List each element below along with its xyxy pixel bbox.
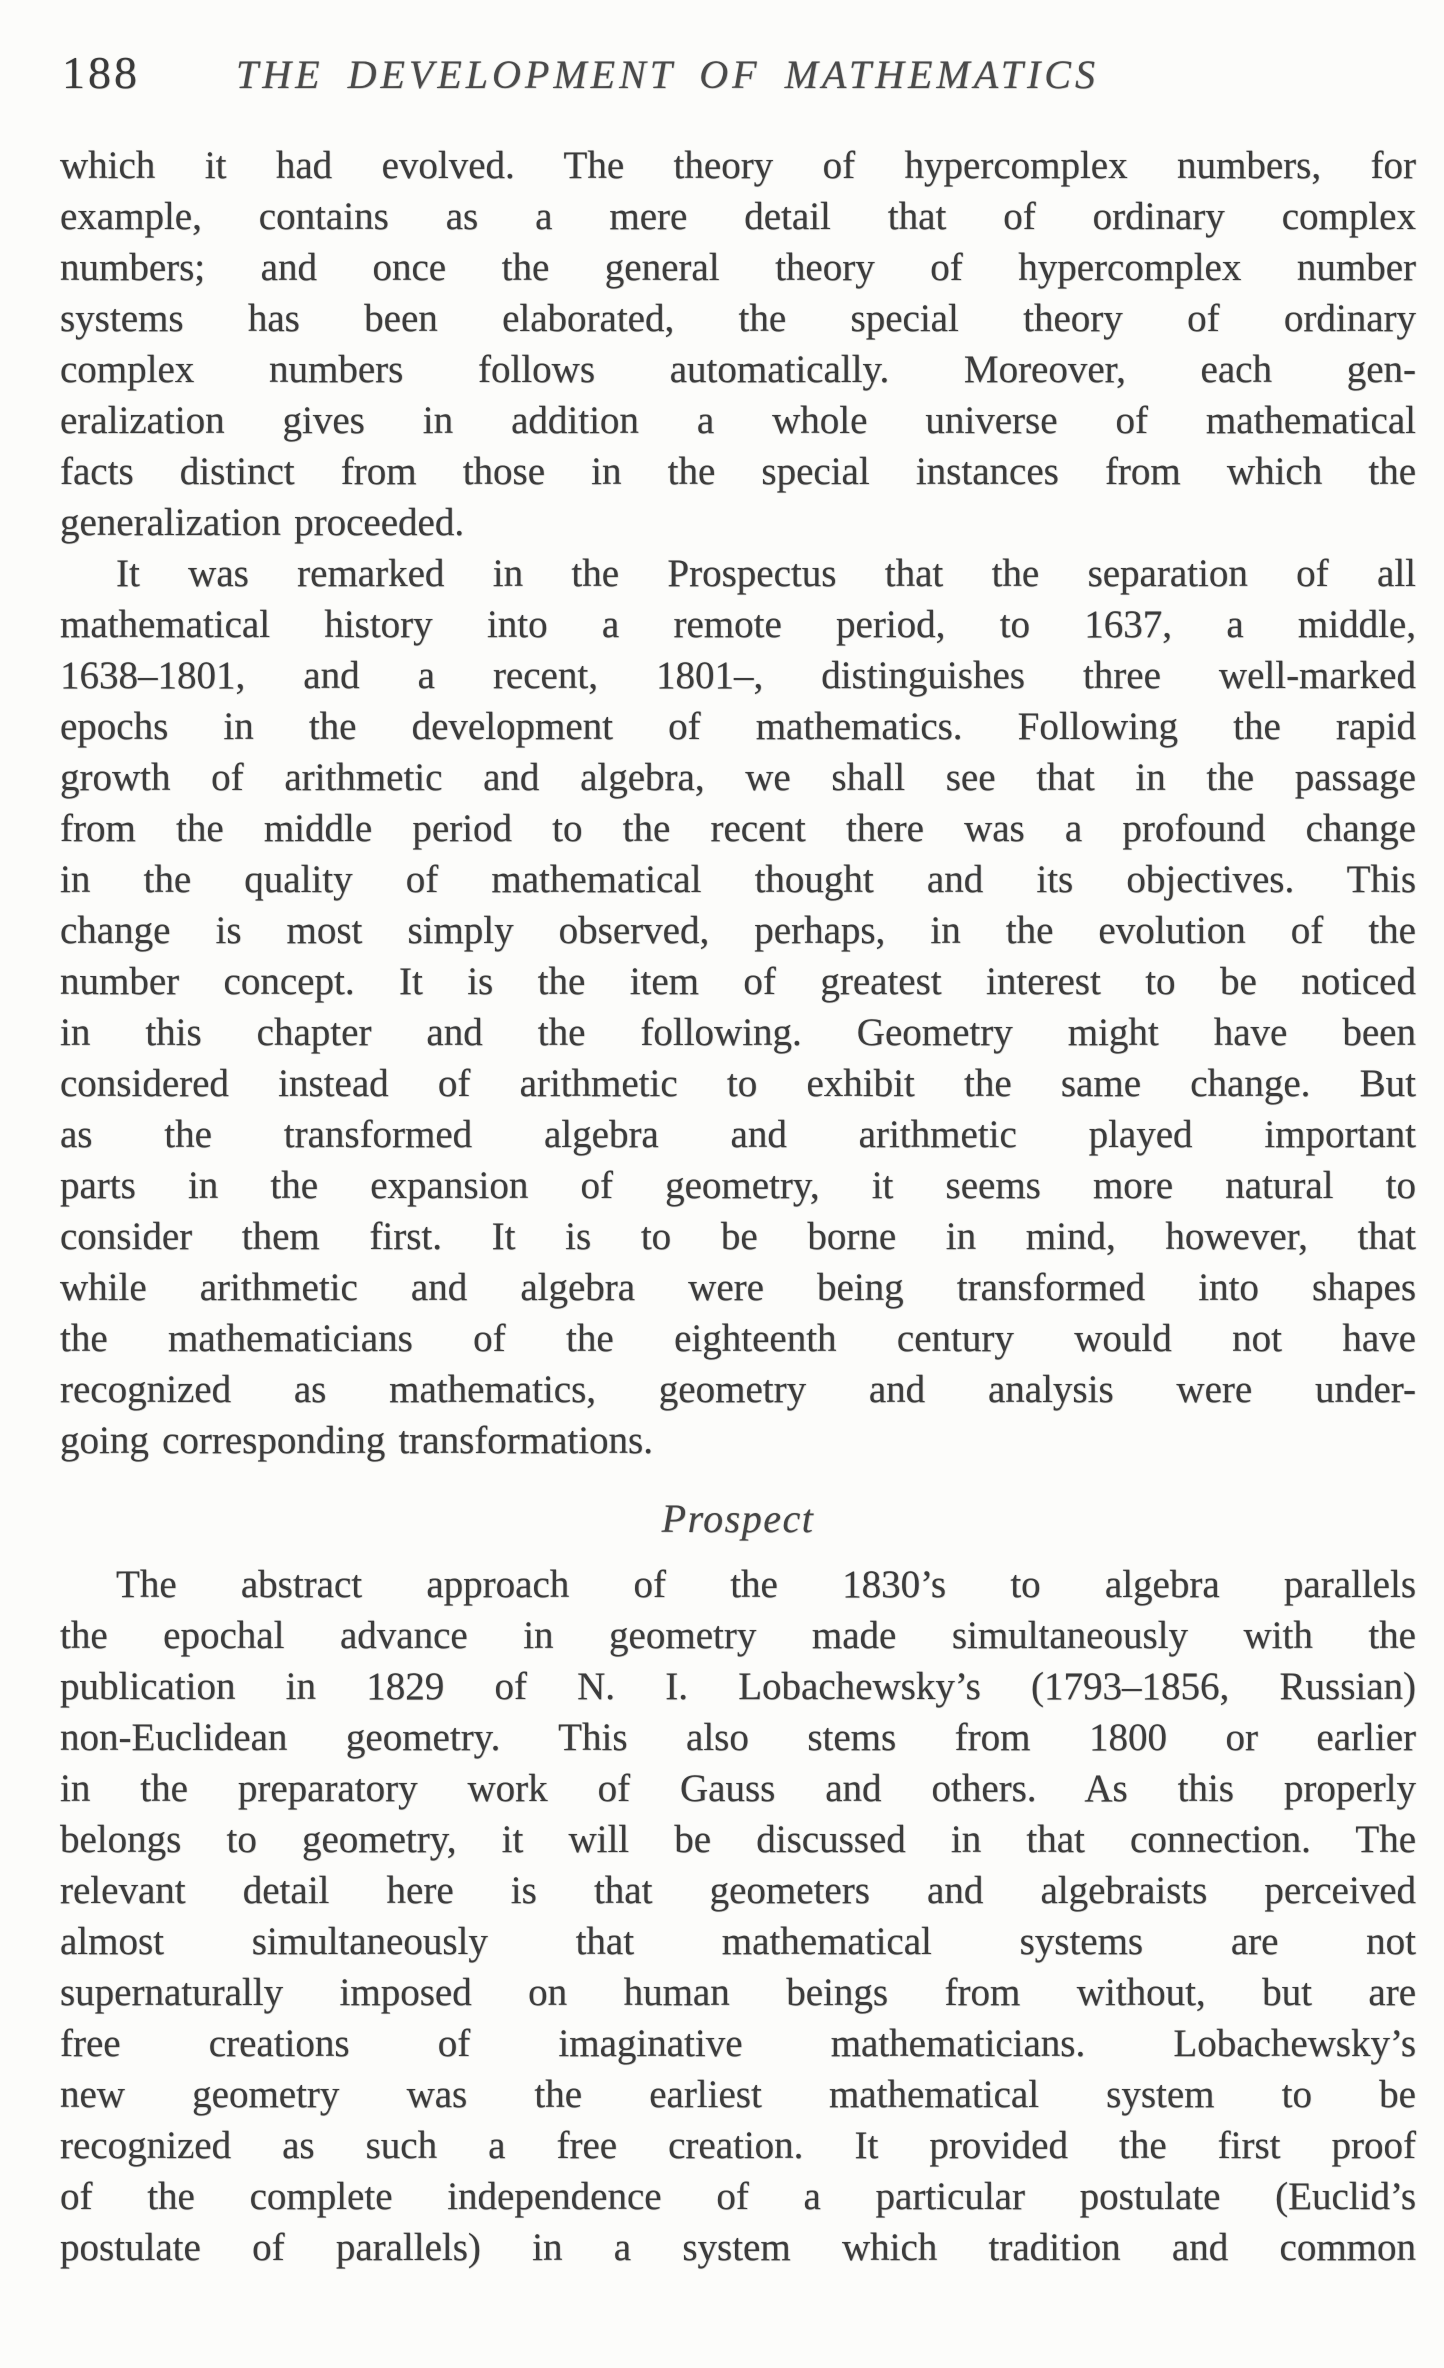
text-line: from the middle period to the recent there was a profound change <box>60 807 1416 850</box>
text-line: parts in the expansion of geometry, it seems more natural to <box>60 1164 1416 1207</box>
text-line: It was remarked in the Prospectus that the separation of all <box>116 552 1416 595</box>
text-line: facts distinct from those in the special instances from which the <box>60 450 1416 493</box>
text-line: while arithmetic and algebra were being transformed into shapes <box>60 1266 1416 1309</box>
text-line: almost simultaneously that mathematical systems are not <box>60 1920 1416 1963</box>
text-line: free creations of imaginative mathematicians. Lobachewsky’s <box>60 2022 1416 2065</box>
text-line: The abstract approach of the 1830’s to algebra parallels <box>116 1563 1416 1606</box>
text-line: numbers; and once the general theory of hypercomplex number <box>60 246 1416 289</box>
text-line: systems has been elaborated, the special theory of ordinary <box>60 297 1416 340</box>
paragraph <box>60 1559 1416 2273</box>
text-line: considered instead of arithmetic to exhibit the same change. But <box>60 1062 1416 1105</box>
text-line: of the complete independence of a particular postulate (Euclid’s <box>60 2175 1416 2218</box>
text-line: generalization proceeded. <box>60 501 465 544</box>
text-line: epochs in the development of mathematics. Following the rapid <box>60 705 1416 748</box>
text-line: which it had evolved. The theory of hypercomplex numbers, for <box>60 144 1416 187</box>
text-line: relevant detail here is that geometers and algebraists perceived <box>60 1869 1416 1912</box>
text-blocks <box>60 140 1416 2273</box>
section-heading: Prospect <box>661 1496 815 1541</box>
text-line: eralization gives in addition a whole universe of mathematical <box>60 399 1416 442</box>
text-line: in the quality of mathematical thought and its objectives. This <box>60 858 1416 901</box>
running-title: THE DEVELOPMENT OF MATHEMATICS <box>236 52 1099 97</box>
text-line: recognized as mathematics, geometry and analysis were under- <box>60 1368 1416 1411</box>
text-line: non-Euclidean geometry. This also stems from 1800 or earlier <box>60 1716 1416 1759</box>
text-line: going corresponding transformations. <box>60 1419 653 1462</box>
text-line: in the preparatory work of Gauss and others. As this properly <box>60 1767 1416 1810</box>
page-number: 188 <box>62 47 140 98</box>
text-line: consider them first. It is to be borne in mind, however, that <box>60 1215 1416 1258</box>
text-line: number concept. It is the item of greatest interest to be noticed <box>60 960 1416 1003</box>
paragraph <box>60 548 1416 1466</box>
text-line: as the transformed algebra and arithmetic played important <box>60 1113 1416 1156</box>
page-header <box>62 46 1414 99</box>
paragraph <box>60 140 1416 548</box>
text-line: mathematical history into a remote period, to 1637, a middle, <box>60 603 1416 646</box>
text-line: the epochal advance in geometry made simultaneously with the <box>60 1614 1416 1657</box>
text-line: postulate of parallels) in a system which tradition and common <box>60 2226 1416 2269</box>
text-line: supernaturally imposed on human beings from without, but are <box>60 1971 1416 2014</box>
text-line: in this chapter and the following. Geometry might have been <box>60 1011 1416 1054</box>
text-line: growth of arithmetic and algebra, we shall see that in the passage <box>60 756 1416 799</box>
text-line: recognized as such a free creation. It provided the first proof <box>60 2124 1416 2167</box>
text-line: the mathematicians of the eighteenth century would not have <box>60 1317 1416 1360</box>
text-line: example, contains as a mere detail that of ordinary complex <box>60 195 1416 238</box>
text-line: new geometry was the earliest mathematical system to be <box>60 2073 1416 2116</box>
text-line: belongs to geometry, it will be discussed in that connection. The <box>60 1818 1416 1861</box>
text-line: change is most simply observed, perhaps, in the evolution of the <box>60 909 1416 952</box>
text-line: 1638–1801, and a recent, 1801–, distinguishes three well-marked <box>60 654 1416 697</box>
text-line: complex numbers follows automatically. Moreover, each gen- <box>60 348 1416 391</box>
text-line: publication in 1829 of N. I. Lobachewsky’s (1793–1856, Russian) <box>60 1665 1416 1708</box>
